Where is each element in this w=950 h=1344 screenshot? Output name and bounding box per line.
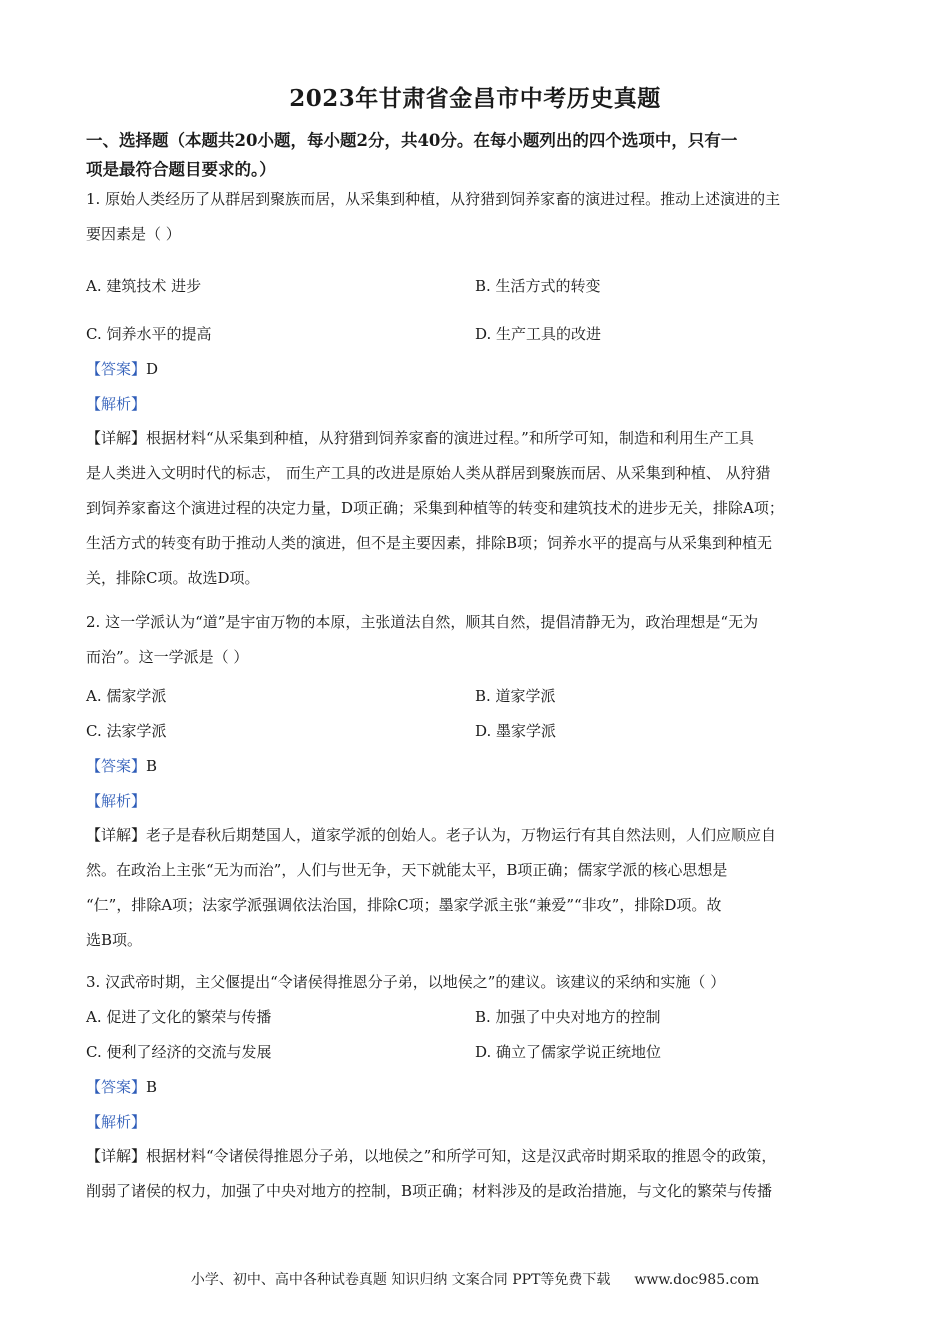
section-heading-line: 项是最符合题目要求的。） [86,160,276,179]
detail-text: 老子是春秋后期楚国人，道家学派的创始人。老子认为，万物运行有其自然法则，人们应顺应自 [146,826,777,844]
option-d: D. 确立了儒家学说正统地位 [475,1043,662,1061]
option-a: A. 促进了文化的繁荣与传播 [86,1008,272,1026]
detail-text: 根据材料“从采集到种植，从狩猎到饲养家畜的演进过程。”和所学可知，制造和利用生产工具 [146,429,754,447]
option-c: C. 法家学派 [86,722,167,740]
detail-line: “仁”，排除A项；法家学派强调依法治国，排除C项；墨家学派主张“兼爱”“非攻”，排除D项。故 [86,896,722,914]
detail-line [86,1139,868,1174]
answer-value: B [146,1078,158,1096]
page-title: 2023年甘肃省金昌市中考历史真题 [289,85,661,112]
question-1-options-row-2 [86,323,866,353]
detail-line: 生活方式的转变有助于推动人类的演进，但不是主要因素，排除B项；饲养水平的提高与从采集到种植无 [86,534,773,552]
answer-value: B [146,757,158,775]
footer-url[interactable]: www.doc985.com [634,1272,760,1288]
option-a: A. 儒家学派 [86,687,167,705]
question-1-stem [86,182,868,252]
option-c: C. 便利了经济的交流与发展 [86,1043,272,1061]
question-2-options-row-1 [86,685,866,715]
detail-line: 是人类进入文明时代的标志， 而生产工具的改进是原始人类从群居到聚族而居、从采集到种植、 从狩猎 [86,464,771,482]
detail-line: 削弱了诸侯的权力，加强了中央对地方的控制，B项正确；材料涉及的是政治措施，与文化的繁荣与传播 [86,1182,773,1200]
option-d: D. 墨家学派 [475,722,557,740]
question-3-answer [86,1076,157,1097]
answer-value: D [146,360,159,378]
option-a: A. 建筑技术 进步 [86,277,202,295]
question-1-answer [86,358,158,379]
question-1-options-row-1 [86,275,866,305]
option-c: C. 饲养水平的提高 [86,325,212,343]
detail-label: 【详解】 [86,826,147,844]
section-heading [86,126,866,184]
option-b: B. 加强了中央对地方的控制 [475,1008,661,1026]
answer-label: 【答案】 [86,360,147,378]
detail-line: 选B项。 [86,931,143,949]
option-b: B. 生活方式的转变 [475,277,601,295]
footer-text: 小学、初中、高中各种试卷真题 知识归纳 文案合同 PPT等免费下载 [190,1272,611,1288]
question-3-detail [86,1139,868,1209]
answer-label: 【答案】 [86,757,147,775]
question-2-analysis-label: 【解析】 [86,792,147,810]
question-2-options-row-2 [86,720,866,750]
detail-line [86,818,868,853]
option-b: B. 道家学派 [475,687,556,705]
question-3-analysis-label: 【解析】 [86,1113,147,1131]
detail-label: 【详解】 [86,429,147,447]
question-1-analysis-label: 【解析】 [86,395,147,413]
question-text-line: 1. 原始人类经历了从群居到聚族而居，从采集到种植，从狩猎到饲养家畜的演进过程。推动上述演进的主 [86,190,781,208]
detail-label: 【详解】 [86,1147,147,1165]
answer-label: 【答案】 [86,1078,147,1096]
detail-line: 到饲养家畜这个演进过程的决定力量，D项正确；采集到种植等的转变和建筑技术的进步无关，排除A项； [86,499,784,517]
question-2-detail [86,818,868,958]
question-text-line: 而治”。这一学派是（ ） [86,648,249,666]
question-2-stem [86,605,868,675]
detail-line: 关，排除C项。故选D项。 [86,569,260,587]
question-2-answer [86,755,157,776]
question-3-options-row-2 [86,1041,866,1071]
question-3-stem: 3. 汉武帝时期，主父偃提出“令诸侯得推恩分子弟，以地侯之”的建议。该建议的采纳和实施（ ） [86,973,726,991]
question-3-options-row-1 [86,1006,866,1036]
question-text-line: 2. 这一学派认为“道”是宇宙万物的本原，主张道法自然，顺其自然，提倡清静无为，政治理想是“无为 [86,613,759,631]
detail-line: 然。在政治上主张“无为而治”，人们与世无争，天下就能太平，B项正确；儒家学派的核心思想是 [86,861,728,879]
detail-line [86,421,868,456]
detail-text: 根据材料“令诸侯得推恩分子弟，以地侯之”和所学可知，这是汉武帝时期采取的推恩令的政策， [146,1147,777,1165]
question-1-detail [86,421,868,596]
question-text-line: 要因素是（ ） [86,225,181,243]
option-d: D. 生产工具的改进 [475,325,602,343]
section-heading-line: 一、选择题（本题共20小题，每小题2分，共40分。在每小题列出的四个选项中，只有一 [86,131,738,150]
page-footer [0,1269,950,1289]
